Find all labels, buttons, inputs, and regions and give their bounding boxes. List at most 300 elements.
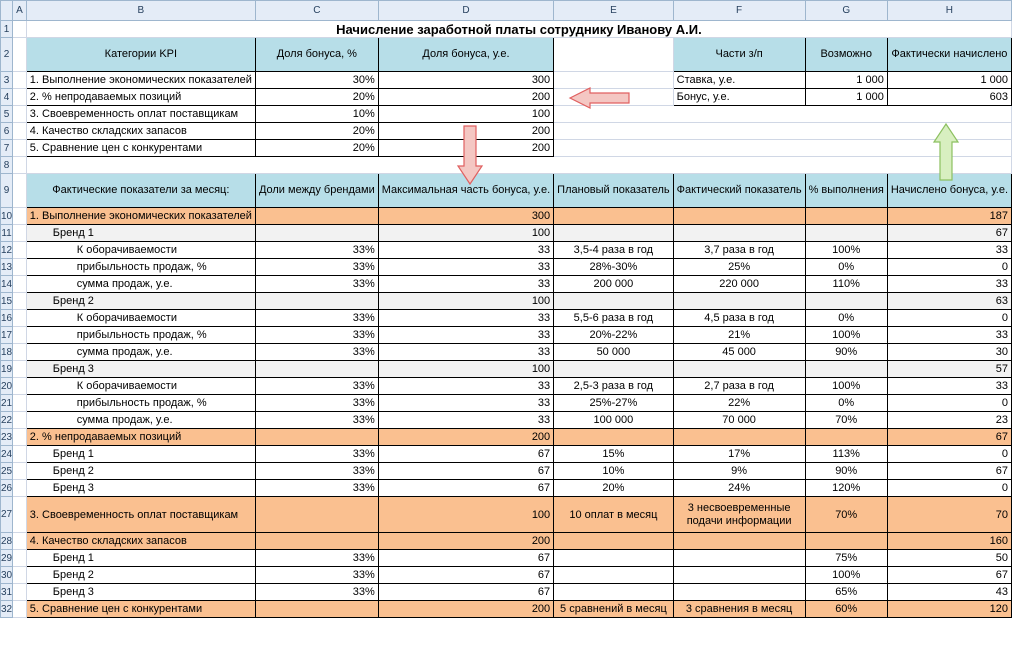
- accrued-bonus[interactable]: 67: [887, 225, 1011, 242]
- pay-possible[interactable]: 1 000: [805, 72, 887, 89]
- completion-pct[interactable]: 70%: [805, 497, 887, 533]
- accrued-bonus[interactable]: 67: [887, 567, 1011, 584]
- table-row: [1, 584, 1012, 601]
- plan-value[interactable]: 15%: [554, 446, 673, 463]
- cell[interactable]: [13, 480, 27, 497]
- cell[interactable]: [13, 412, 27, 429]
- cell[interactable]: [13, 208, 27, 225]
- row-header[interactable]: 24: [1, 446, 13, 463]
- table-row: [1, 463, 1012, 480]
- kpi-ue[interactable]: 200: [378, 89, 553, 106]
- row-header[interactable]: 29: [1, 550, 13, 567]
- row-header[interactable]: 12: [1, 242, 13, 259]
- row-header[interactable]: 23: [1, 429, 13, 446]
- sheet-row-8: [1, 157, 1012, 174]
- table-row: [1, 378, 1012, 395]
- completion-pct[interactable]: 70%: [805, 412, 887, 429]
- row-header[interactable]: 5: [1, 106, 13, 123]
- sheet-row-9: [1, 174, 1012, 208]
- completion-pct[interactable]: [805, 293, 887, 310]
- cell[interactable]: [13, 21, 27, 38]
- column-header-a[interactable]: A: [13, 1, 27, 21]
- indicator-name[interactable]: Бренд 1: [26, 225, 255, 242]
- cell[interactable]: [13, 140, 27, 157]
- brand-share[interactable]: [255, 601, 378, 618]
- plan-value[interactable]: 20%: [554, 480, 673, 497]
- max-bonus[interactable]: 67: [378, 446, 553, 463]
- main-header-fact[interactable]: Фактический показатель: [673, 174, 805, 208]
- fact-value[interactable]: 21%: [673, 327, 805, 344]
- cell[interactable]: [26, 157, 1011, 174]
- completion-pct[interactable]: [805, 225, 887, 242]
- cell[interactable]: [13, 497, 27, 533]
- completion-pct[interactable]: 0%: [805, 310, 887, 327]
- main-header-plan[interactable]: Плановый показатель: [554, 174, 673, 208]
- plan-value[interactable]: [554, 361, 673, 378]
- table-row: [1, 446, 1012, 463]
- accrued-bonus[interactable]: 23: [887, 412, 1011, 429]
- plan-value[interactable]: 2,5-3 раза в год: [554, 378, 673, 395]
- pay-name[interactable]: Ставка, у.е.: [673, 72, 805, 89]
- fact-value[interactable]: 3,7 раза в год: [673, 242, 805, 259]
- indicator-name[interactable]: Бренд 2: [26, 293, 255, 310]
- plan-value[interactable]: [554, 293, 673, 310]
- cell[interactable]: [13, 106, 27, 123]
- brand-share[interactable]: 33%: [255, 550, 378, 567]
- max-bonus[interactable]: 100: [378, 225, 553, 242]
- table-row: [1, 497, 1012, 533]
- completion-pct[interactable]: 100%: [805, 242, 887, 259]
- brand-share[interactable]: 33%: [255, 480, 378, 497]
- plan-value[interactable]: 10 оплат в месяц: [554, 497, 673, 533]
- brand-share[interactable]: 33%: [255, 412, 378, 429]
- row-header[interactable]: 20: [1, 378, 13, 395]
- sheet-row-3: [1, 72, 1012, 89]
- max-bonus[interactable]: 100: [378, 293, 553, 310]
- column-header-g[interactable]: G: [805, 1, 887, 21]
- max-bonus[interactable]: 100: [378, 361, 553, 378]
- indicator-name[interactable]: К оборачиваемости: [26, 310, 255, 327]
- cell[interactable]: [13, 225, 27, 242]
- cell[interactable]: [13, 259, 27, 276]
- fact-value[interactable]: 4,5 раза в год: [673, 310, 805, 327]
- table-row: [1, 208, 1012, 225]
- cell[interactable]: [13, 601, 27, 618]
- row-header[interactable]: 13: [1, 259, 13, 276]
- cell[interactable]: [13, 276, 27, 293]
- main-header-brand-share[interactable]: Доли между брендами: [255, 174, 378, 208]
- plan-value[interactable]: 50 000: [554, 344, 673, 361]
- accrued-bonus[interactable]: 187: [887, 208, 1011, 225]
- row-header[interactable]: 18: [1, 344, 13, 361]
- cell[interactable]: [13, 123, 27, 140]
- fact-value[interactable]: [673, 550, 805, 567]
- row-header[interactable]: 1: [1, 21, 13, 38]
- accrued-bonus[interactable]: 160: [887, 533, 1011, 550]
- max-bonus[interactable]: 33: [378, 242, 553, 259]
- fact-value[interactable]: [673, 584, 805, 601]
- completion-pct[interactable]: 75%: [805, 550, 887, 567]
- accrued-bonus[interactable]: 50: [887, 550, 1011, 567]
- fact-value[interactable]: 3 сравнения в месяц: [673, 601, 805, 618]
- cell[interactable]: [13, 310, 27, 327]
- plan-value[interactable]: 10%: [554, 463, 673, 480]
- brand-share[interactable]: 33%: [255, 446, 378, 463]
- table-row: [1, 567, 1012, 584]
- indicator-name[interactable]: Бренд 3: [26, 584, 255, 601]
- cell[interactable]: [13, 533, 27, 550]
- row-header[interactable]: 2: [1, 38, 13, 72]
- plan-value[interactable]: 5,5-6 раза в год: [554, 310, 673, 327]
- max-bonus[interactable]: 67: [378, 550, 553, 567]
- indicator-name[interactable]: сумма продаж, у.е.: [26, 344, 255, 361]
- plan-value[interactable]: [554, 208, 673, 225]
- row-header[interactable]: 9: [1, 174, 13, 208]
- accrued-bonus[interactable]: 0: [887, 446, 1011, 463]
- select-all-corner[interactable]: [1, 1, 13, 21]
- indicator-name[interactable]: 3. Своевременность оплат поставщикам: [26, 497, 255, 533]
- table-row: [1, 412, 1012, 429]
- brand-share[interactable]: 33%: [255, 310, 378, 327]
- indicator-name[interactable]: Бренд 1: [26, 550, 255, 567]
- completion-pct[interactable]: 100%: [805, 378, 887, 395]
- kpi-header-share-pct[interactable]: Доля бонуса, %: [255, 38, 378, 72]
- fact-value[interactable]: 24%: [673, 480, 805, 497]
- completion-pct[interactable]: 0%: [805, 395, 887, 412]
- sheet-row-2: [1, 38, 1012, 72]
- plan-value[interactable]: [554, 429, 673, 446]
- fact-value[interactable]: 17%: [673, 446, 805, 463]
- accrued-bonus[interactable]: 0: [887, 480, 1011, 497]
- kpi-header-category[interactable]: Категории KPI: [26, 38, 255, 72]
- cell[interactable]: [13, 174, 27, 208]
- fact-value[interactable]: [673, 225, 805, 242]
- brand-share[interactable]: 33%: [255, 463, 378, 480]
- brand-share[interactable]: 33%: [255, 567, 378, 584]
- accrued-bonus[interactable]: 0: [887, 395, 1011, 412]
- max-bonus[interactable]: 200: [378, 601, 553, 618]
- table-row: [1, 429, 1012, 446]
- row-header[interactable]: 25: [1, 463, 13, 480]
- row-header[interactable]: 17: [1, 327, 13, 344]
- max-bonus[interactable]: 67: [378, 584, 553, 601]
- brand-share[interactable]: [255, 533, 378, 550]
- plan-value[interactable]: 25%-27%: [554, 395, 673, 412]
- max-bonus[interactable]: 33: [378, 259, 553, 276]
- cell[interactable]: [13, 567, 27, 584]
- fact-value[interactable]: 3 несвоевременные подачи информации: [673, 497, 805, 533]
- brand-share[interactable]: 33%: [255, 584, 378, 601]
- cell[interactable]: [13, 378, 27, 395]
- cell[interactable]: [13, 72, 27, 89]
- brand-share[interactable]: [255, 497, 378, 533]
- cell[interactable]: [13, 550, 27, 567]
- row-header[interactable]: 4: [1, 89, 13, 106]
- table-row: [1, 395, 1012, 412]
- cell[interactable]: [13, 361, 27, 378]
- indicator-name[interactable]: сумма продаж, у.е.: [26, 276, 255, 293]
- row-header[interactable]: 8: [1, 157, 13, 174]
- brand-share[interactable]: [255, 293, 378, 310]
- indicator-name[interactable]: прибыльность продаж, %: [26, 327, 255, 344]
- cell[interactable]: [13, 327, 27, 344]
- table-row: [1, 293, 1012, 310]
- kpi-ue[interactable]: 100: [378, 106, 553, 123]
- main-header-indicators[interactable]: Фактические показатели за месяц:: [26, 174, 255, 208]
- cell[interactable]: [13, 395, 27, 412]
- accrued-bonus[interactable]: 33: [887, 327, 1011, 344]
- kpi-name[interactable]: 5. Сравнение цен с конкурентами: [26, 140, 255, 157]
- completion-pct[interactable]: 110%: [805, 276, 887, 293]
- pay-name[interactable]: Бонус, у.е.: [673, 89, 805, 106]
- completion-pct[interactable]: [805, 533, 887, 550]
- row-header[interactable]: 22: [1, 412, 13, 429]
- cell[interactable]: [554, 72, 673, 89]
- fact-value[interactable]: [673, 293, 805, 310]
- brand-share[interactable]: [255, 361, 378, 378]
- sheet-title[interactable]: Начисление заработной платы сотруднику Иванову А.И.: [26, 21, 1011, 38]
- fact-value[interactable]: [673, 567, 805, 584]
- max-bonus[interactable]: 33: [378, 310, 553, 327]
- max-bonus[interactable]: 300: [378, 208, 553, 225]
- indicator-name[interactable]: 2. % непродаваемых позиций: [26, 429, 255, 446]
- completion-pct[interactable]: 100%: [805, 567, 887, 584]
- brand-share[interactable]: [255, 225, 378, 242]
- indicator-name[interactable]: К оборачиваемости: [26, 378, 255, 395]
- sheet-row-7: [1, 140, 1012, 157]
- max-bonus[interactable]: 33: [378, 395, 553, 412]
- max-bonus[interactable]: 200: [378, 429, 553, 446]
- cell[interactable]: [13, 429, 27, 446]
- pay-header-parts[interactable]: Части з/п: [673, 38, 805, 72]
- indicator-name[interactable]: прибыльность продаж, %: [26, 395, 255, 412]
- brand-share[interactable]: 33%: [255, 327, 378, 344]
- fact-value[interactable]: [673, 361, 805, 378]
- plan-value[interactable]: 3,5-4 раза в год: [554, 242, 673, 259]
- completion-pct[interactable]: 90%: [805, 344, 887, 361]
- kpi-pct[interactable]: 20%: [255, 123, 378, 140]
- main-header-accrued[interactable]: Начислено бонуса, у.е.: [887, 174, 1011, 208]
- sheet-row-4: [1, 89, 1012, 106]
- max-bonus[interactable]: 33: [378, 378, 553, 395]
- plan-value[interactable]: [554, 533, 673, 550]
- table-row: [1, 361, 1012, 378]
- completion-pct[interactable]: [805, 208, 887, 225]
- cell[interactable]: [554, 38, 673, 72]
- table-row: [1, 259, 1012, 276]
- max-bonus[interactable]: 33: [378, 327, 553, 344]
- cell[interactable]: [554, 106, 1012, 123]
- cell[interactable]: [13, 463, 27, 480]
- accrued-bonus[interactable]: 0: [887, 259, 1011, 276]
- max-bonus[interactable]: 100: [378, 497, 553, 533]
- indicator-name[interactable]: Бренд 3: [26, 361, 255, 378]
- row-header[interactable]: 7: [1, 140, 13, 157]
- plan-value[interactable]: [554, 567, 673, 584]
- completion-pct[interactable]: 90%: [805, 463, 887, 480]
- kpi-pct[interactable]: 20%: [255, 140, 378, 157]
- main-header-completion[interactable]: % выполнения: [805, 174, 887, 208]
- brand-share[interactable]: 33%: [255, 242, 378, 259]
- kpi-pct[interactable]: 30%: [255, 72, 378, 89]
- fact-value[interactable]: 70 000: [673, 412, 805, 429]
- kpi-header-share-ue[interactable]: Доля бонуса, у.е.: [378, 38, 553, 72]
- completion-pct[interactable]: 65%: [805, 584, 887, 601]
- completion-pct[interactable]: 120%: [805, 480, 887, 497]
- fact-value[interactable]: 45 000: [673, 344, 805, 361]
- indicator-name[interactable]: 5. Сравнение цен с конкурентами: [26, 601, 255, 618]
- brand-share[interactable]: [255, 429, 378, 446]
- cell[interactable]: [13, 38, 27, 72]
- fact-value[interactable]: [673, 429, 805, 446]
- max-bonus[interactable]: 67: [378, 567, 553, 584]
- fact-value[interactable]: 2,7 раза в год: [673, 378, 805, 395]
- kpi-pct[interactable]: 20%: [255, 89, 378, 106]
- row-header[interactable]: 14: [1, 276, 13, 293]
- indicator-name[interactable]: Бренд 2: [26, 567, 255, 584]
- column-header-b[interactable]: B: [26, 1, 255, 21]
- max-bonus[interactable]: 67: [378, 480, 553, 497]
- indicator-name[interactable]: сумма продаж, у.е.: [26, 412, 255, 429]
- completion-pct[interactable]: 100%: [805, 327, 887, 344]
- fact-value[interactable]: 220 000: [673, 276, 805, 293]
- indicator-name[interactable]: Бренд 2: [26, 463, 255, 480]
- plan-value[interactable]: 200 000: [554, 276, 673, 293]
- column-header-f[interactable]: F: [673, 1, 805, 21]
- pay-possible[interactable]: 1 000: [805, 89, 887, 106]
- cell[interactable]: [13, 293, 27, 310]
- row-header[interactable]: 27: [1, 497, 13, 533]
- row-header[interactable]: 30: [1, 567, 13, 584]
- completion-pct[interactable]: [805, 361, 887, 378]
- accrued-bonus[interactable]: 63: [887, 293, 1011, 310]
- kpi-ue[interactable]: 300: [378, 72, 553, 89]
- cell[interactable]: [554, 89, 673, 106]
- row-header[interactable]: 11: [1, 225, 13, 242]
- cell[interactable]: [554, 140, 1012, 157]
- fact-value[interactable]: 9%: [673, 463, 805, 480]
- row-header[interactable]: 10: [1, 208, 13, 225]
- kpi-ue[interactable]: 200: [378, 123, 553, 140]
- fact-value[interactable]: 22%: [673, 395, 805, 412]
- completion-pct[interactable]: 0%: [805, 259, 887, 276]
- row-header[interactable]: 32: [1, 601, 13, 618]
- kpi-ue[interactable]: 200: [378, 140, 553, 157]
- max-bonus[interactable]: 67: [378, 463, 553, 480]
- accrued-bonus[interactable]: 120: [887, 601, 1011, 618]
- brand-share[interactable]: [255, 208, 378, 225]
- pay-actual[interactable]: 603: [887, 89, 1011, 106]
- fact-value[interactable]: [673, 533, 805, 550]
- table-row: [1, 533, 1012, 550]
- accrued-bonus[interactable]: 67: [887, 463, 1011, 480]
- kpi-name[interactable]: 2. % непродаваемых позиций: [26, 89, 255, 106]
- row-header[interactable]: 31: [1, 584, 13, 601]
- kpi-name[interactable]: 3. Своевременность оплат поставщикам: [26, 106, 255, 123]
- cell[interactable]: [13, 242, 27, 259]
- column-header-row: [1, 1, 1012, 21]
- fact-value[interactable]: [673, 208, 805, 225]
- indicator-name[interactable]: 4. Качество складских запасов: [26, 533, 255, 550]
- max-bonus[interactable]: 33: [378, 412, 553, 429]
- completion-pct[interactable]: 113%: [805, 446, 887, 463]
- brand-share[interactable]: 33%: [255, 344, 378, 361]
- pay-header-actual[interactable]: Фактически начислено: [887, 38, 1011, 72]
- column-header-c[interactable]: C: [255, 1, 378, 21]
- pay-header-possible[interactable]: Возможно: [805, 38, 887, 72]
- plan-value[interactable]: 28%-30%: [554, 259, 673, 276]
- accrued-bonus[interactable]: 33: [887, 242, 1011, 259]
- cell[interactable]: [13, 89, 27, 106]
- indicator-name[interactable]: Бренд 1: [26, 446, 255, 463]
- plan-value[interactable]: 5 сравнений в месяц: [554, 601, 673, 618]
- brand-share[interactable]: 33%: [255, 259, 378, 276]
- cell[interactable]: [13, 157, 27, 174]
- table-row: [1, 344, 1012, 361]
- plan-value[interactable]: [554, 225, 673, 242]
- kpi-pct[interactable]: 10%: [255, 106, 378, 123]
- column-header-e[interactable]: E: [554, 1, 673, 21]
- max-bonus[interactable]: 200: [378, 533, 553, 550]
- cell[interactable]: [13, 344, 27, 361]
- accrued-bonus[interactable]: 33: [887, 276, 1011, 293]
- accrued-bonus[interactable]: 43: [887, 584, 1011, 601]
- plan-value[interactable]: [554, 550, 673, 567]
- row-header[interactable]: 26: [1, 480, 13, 497]
- accrued-bonus[interactable]: 67: [887, 429, 1011, 446]
- column-header-h[interactable]: H: [887, 1, 1011, 21]
- max-bonus[interactable]: 33: [378, 344, 553, 361]
- indicator-name[interactable]: 1. Выполнение экономических показателей: [26, 208, 255, 225]
- plan-value[interactable]: 100 000: [554, 412, 673, 429]
- cell[interactable]: [13, 446, 27, 463]
- row-header[interactable]: 21: [1, 395, 13, 412]
- row-header[interactable]: 3: [1, 72, 13, 89]
- accrued-bonus[interactable]: 0: [887, 310, 1011, 327]
- row-header[interactable]: 16: [1, 310, 13, 327]
- fact-value[interactable]: 25%: [673, 259, 805, 276]
- pay-actual[interactable]: 1 000: [887, 72, 1011, 89]
- accrued-bonus[interactable]: 30: [887, 344, 1011, 361]
- column-header-d[interactable]: D: [378, 1, 553, 21]
- brand-share[interactable]: 33%: [255, 378, 378, 395]
- brand-share[interactable]: 33%: [255, 395, 378, 412]
- completion-pct[interactable]: [805, 429, 887, 446]
- plan-value[interactable]: 20%-22%: [554, 327, 673, 344]
- accrued-bonus[interactable]: 57: [887, 361, 1011, 378]
- main-header-max-bonus[interactable]: Максимальная часть бонуса, у.е.: [378, 174, 553, 208]
- indicator-name[interactable]: прибыльность продаж, %: [26, 259, 255, 276]
- accrued-bonus[interactable]: 70: [887, 497, 1011, 533]
- max-bonus[interactable]: 33: [378, 276, 553, 293]
- table-row: [1, 225, 1012, 242]
- row-header[interactable]: 6: [1, 123, 13, 140]
- cell[interactable]: [13, 584, 27, 601]
- indicator-name[interactable]: К оборачиваемости: [26, 242, 255, 259]
- row-header[interactable]: 19: [1, 361, 13, 378]
- cell[interactable]: [554, 123, 1012, 140]
- kpi-name[interactable]: 4. Качество складских запасов: [26, 123, 255, 140]
- plan-value[interactable]: [554, 584, 673, 601]
- indicator-name[interactable]: Бренд 3: [26, 480, 255, 497]
- completion-pct[interactable]: 60%: [805, 601, 887, 618]
- kpi-name[interactable]: 1. Выполнение экономических показателей: [26, 72, 255, 89]
- table-row: [1, 276, 1012, 293]
- row-header[interactable]: 15: [1, 293, 13, 310]
- brand-share[interactable]: 33%: [255, 276, 378, 293]
- row-header[interactable]: 28: [1, 533, 13, 550]
- accrued-bonus[interactable]: 33: [887, 378, 1011, 395]
